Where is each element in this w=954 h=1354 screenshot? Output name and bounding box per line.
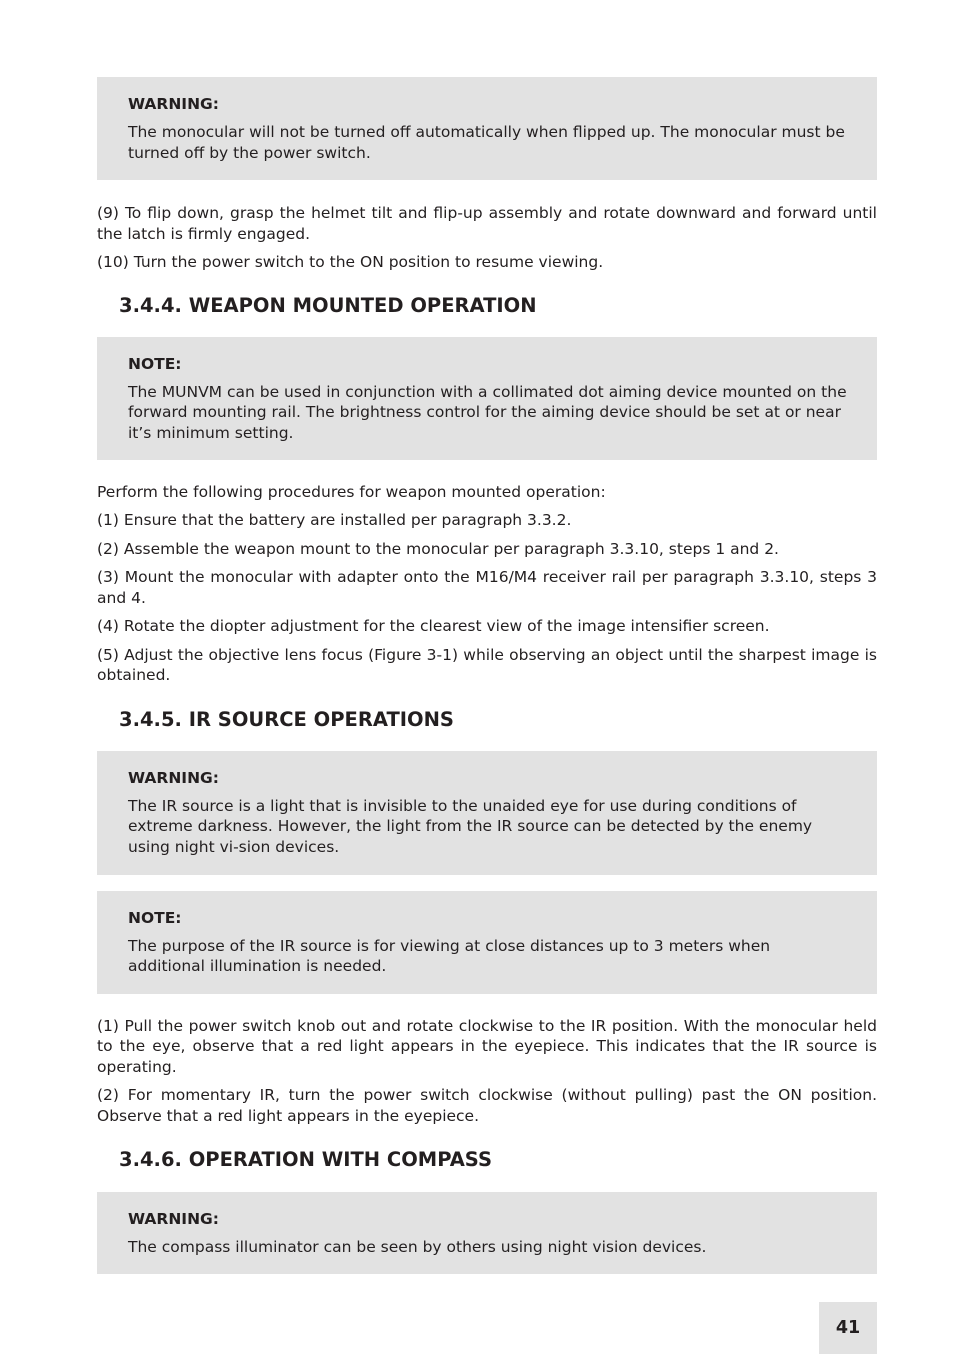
warning-box <box>97 77 877 180</box>
procedure-step-4: (4) Rotate the diopter adjustment for the clearest view of the image intensifier screen. <box>97 617 770 635</box>
procedure-step-2: (2) Assemble the weapon mount to the monocular per paragraph 3.3.10, steps 1 and 2. <box>97 539 779 558</box>
note-text: The purpose of the IR source is for viewing at close distances up to 3 meters when additional illumination is needed. <box>128 936 771 975</box>
ir-step-2: (2) For momentary IR, turn the power switch clockwise (without pulling) past the ON position. Observe that a red light appears in the eyepiece. <box>97 1086 877 1125</box>
section-heading-346: 3.4.6. OPERATION WITH COMPASS <box>119 1148 493 1171</box>
ir-step-1: (1) Pull the power switch knob out and rotate clockwise to the IR position. With the monocular held to the eye, observe that a red light appears in the eyepiece. This indicates that the IR source is operating. <box>97 1016 877 1076</box>
procedure-step-3: (3) Mount the monocular with adapter onto the M16/M4 receiver rail per paragraph 3.3.10, steps 3 and 4. <box>97 568 877 607</box>
warning-text: The compass illuminator can be seen by others using night vision devices. <box>128 1238 707 1256</box>
note-box <box>97 337 877 460</box>
warning-label: WARNING: <box>128 95 219 113</box>
note-box <box>97 891 877 994</box>
page-number: 41 <box>819 1302 877 1354</box>
warning-box <box>97 1192 877 1274</box>
step-10: (10) Turn the power switch to the ON position to resume viewing. <box>97 253 604 271</box>
warning-text: The IR source is a light that is invisible to the unaided eye for use during conditions of extreme darkness. However, the light from the IR source can be detected by the enemy using night vi-sion devices. <box>128 796 813 856</box>
page-content <box>97 77 877 1274</box>
procedure-step-1: (1) Ensure that the battery are installed per paragraph 3.3.2. <box>97 511 572 529</box>
step-9: (9) To flip down, grasp the helmet tilt and flip-up assembly and rotate downward and forward until the latch is firmly engaged. <box>97 204 877 243</box>
note-label: NOTE: <box>128 354 182 373</box>
warning-label: WARNING: <box>128 768 219 787</box>
note-label: NOTE: <box>128 908 182 927</box>
warning-text: The monocular will not be turned off automatically when flipped up. The monocular must be turned off by the power switch. <box>128 123 845 162</box>
warning-label: WARNING: <box>128 1210 219 1228</box>
procedure-intro: Perform the following procedures for weapon mounted operation: <box>97 482 606 501</box>
note-text: The MUNVM can be used in conjunction with a collimated dot aiming device mounted on the forward mounting rail. The brightness control for the aiming device should be set at or near it’s minimum setting. <box>128 382 847 442</box>
section-heading-344: 3.4.4. WEAPON MOUNTED OPERATION <box>119 293 537 317</box>
procedure-step-5: (5) Adjust the objective lens focus (Figure 3-1) while observing an object until the sharpest image is obtained. <box>97 645 877 684</box>
section-heading-345: 3.4.5. IR SOURCE OPERATIONS <box>119 707 454 731</box>
warning-box <box>97 751 877 875</box>
